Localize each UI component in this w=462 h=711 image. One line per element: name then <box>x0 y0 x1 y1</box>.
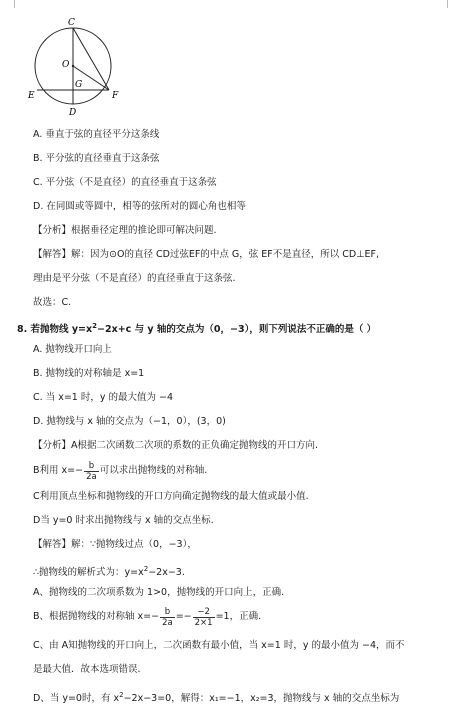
fraction-numerator: −2 <box>197 606 210 617</box>
label-f: F <box>112 91 119 101</box>
fraction-b-2a-solution <box>160 607 175 628</box>
question-number: 8. <box>17 324 28 336</box>
circle-figure <box>26 14 146 124</box>
sol-d-pre: D、当 y=0时，有 x <box>33 693 120 705</box>
q8-solution-1: 【解答】解：∵抛物线过点（0，−3）， <box>33 539 197 550</box>
label-o: O <box>62 60 70 70</box>
option-d: D. 在同圆或等圆中，相等的弦所对的圆心角也相等 <box>33 201 246 212</box>
fraction-b-2a <box>84 461 99 482</box>
q8-solution-d <box>33 689 399 705</box>
analysis-b-post: 可以求出抛物线的对称轴. <box>99 465 208 476</box>
stem-part-a: 若抛物线 y=x <box>30 324 93 336</box>
q8-option-b: B. 抛物线的对称轴是 x=1 <box>33 368 145 379</box>
sol-b-pre: B、根据抛物线的对称轴 x=− <box>33 611 160 622</box>
solution-line-1: 【解答】解：因为⊙O的直径 CD过弦EF的中点 G，弦 EF不是直径，所以 CD⊥EF, <box>33 249 379 260</box>
crop-mark-top-left <box>0 0 15 8</box>
option-c: C. 平分弦（不是直径）的直径垂直于这条弦 <box>33 177 217 188</box>
fraction-denominator: 2a <box>86 471 97 482</box>
label-g: G <box>75 80 83 90</box>
crop-mark-top-right <box>447 0 462 8</box>
fraction-numerator: b <box>88 460 95 471</box>
fraction-denominator: 2a <box>162 617 173 628</box>
option-b: B. 平分弦的直径垂直于这条弦 <box>33 153 160 164</box>
q8-solution-c-2: 是最大值．故本选项错误. <box>33 664 141 675</box>
fraction-denominator: 2×1 <box>194 617 213 628</box>
answer: 故选：C. <box>33 297 72 308</box>
stem-sup: 2 <box>92 322 98 330</box>
analysis: 【分析】根据垂径定理的推论即可解决问题. <box>33 225 217 236</box>
label-e: E <box>28 91 35 101</box>
center-dot <box>72 65 74 67</box>
analysis-b-pre: B利用 x=− <box>33 465 84 476</box>
label-d: D <box>69 108 77 118</box>
stem-part-b: −2x+c 与 y 轴的交点为（0，−3），则下列说法不正确的是（ ） <box>97 324 377 336</box>
q8-analysis-d: D当 y=0 时求出抛物线与 x 轴的交点坐标. <box>33 515 214 526</box>
q8-solution-b <box>33 605 261 629</box>
q8-solution-a: A、抛物线的二次项系数为 1>0，抛物线的开口向上，正确. <box>33 587 285 598</box>
q8-analysis-1: 【分析】A根据二次函数二次项的系数的正负确定抛物线的开口方向. <box>33 440 319 451</box>
q8-analysis-b <box>33 460 207 482</box>
sol-b-post: =1，正确. <box>215 611 262 622</box>
q8-option-a: A. 抛物线开口向上 <box>33 344 112 355</box>
fraction-numerator: b <box>164 606 171 617</box>
option-a: A. 垂直于弦的直径平分这条线 <box>33 129 160 140</box>
sol-2-pre: ∴抛物线的解析式为：y=x <box>33 567 144 579</box>
q8-option-c: C. 当 x=1 时，y 的最大值为 −4 <box>33 392 174 403</box>
sol-2-sup: 2 <box>143 565 149 573</box>
solution-line-2: 理由是平分弦（不是直径）的直径垂直于这条弦. <box>33 273 236 284</box>
q8-analysis-c: C利用顶点坐标和抛物线的开口方向确定抛物线的最大值或最小值. <box>33 491 309 502</box>
sol-d-sup: 2 <box>119 691 124 699</box>
sol-b-mid: =− <box>175 611 192 622</box>
sol-2-post: −2x−3. <box>148 567 185 579</box>
question-8-stem <box>17 320 376 336</box>
q8-solution-c-1: C、由 A知抛物线的开口向上，二次函数有最小值，当 x=1 时，y 的最小值为 −4，而不 <box>33 640 405 651</box>
q8-option-d: D. 抛物线与 x 轴的交点为（−1，0），(3，0) <box>33 416 226 427</box>
fraction-minus2-2x1 <box>193 607 215 628</box>
sol-d-post: −2x−3=0，解得：x₁=−1，x₂=3，抛物线与 x 轴的交点坐标为 <box>123 693 400 705</box>
q8-solution-2 <box>33 563 185 579</box>
label-c: C <box>68 18 75 28</box>
